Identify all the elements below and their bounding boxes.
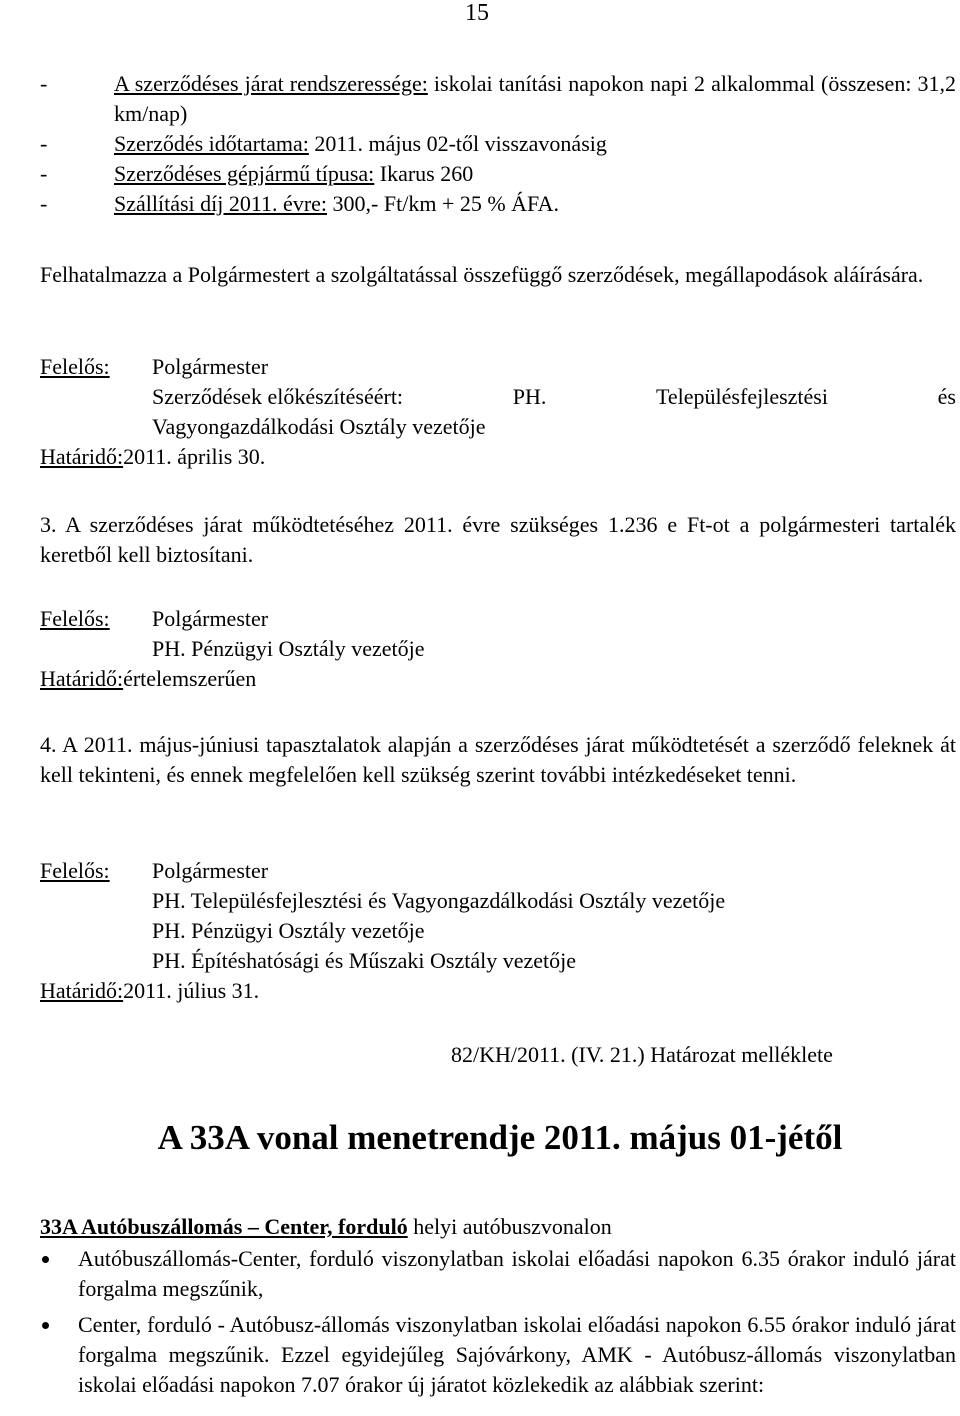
list-item xyxy=(40,1244,956,1304)
list-item-label: Szerződés időtartama: xyxy=(114,131,309,156)
point-3-paragraph: 3. A szerződéses járat működtetéséhez 2011. évre szükséges 1.236 e Ft-ot a polgármesteri tartalék keretből kell biztosítani. xyxy=(40,512,956,567)
deadline-row xyxy=(40,976,956,1006)
route-heading xyxy=(40,1212,612,1242)
responsibility-block-2 xyxy=(40,604,956,694)
list-item xyxy=(40,189,956,219)
list-item-label: Szerződéses gépjármű típusa: xyxy=(114,161,375,186)
route-heading-bold: 33A Autóbuszállomás – Center, forduló xyxy=(40,1214,408,1239)
contract-details-list xyxy=(40,69,956,219)
route-changes-list xyxy=(40,1244,956,1406)
deadline-label: Határidő: xyxy=(40,978,124,1003)
list-item-value: 2011. május 02-től visszavonásig xyxy=(308,131,607,156)
responsible-line: PH. Településfejlesztési és Vagyongazdálkodási Osztály vezetője xyxy=(152,888,726,913)
list-item xyxy=(40,129,956,159)
deadline-value: 2011. április 30. xyxy=(123,444,266,469)
page-number: 15 xyxy=(465,0,489,26)
responsibility-block-3 xyxy=(40,856,956,1006)
deadline-row xyxy=(40,664,956,694)
deadline-value: értelemszerűen xyxy=(123,666,257,691)
authorization-paragraph: Felhatalmazza a Polgármestert a szolgáltatással összefüggő szerződések, megállapodások aláírására. xyxy=(40,262,924,287)
list-item-value: 300,- Ft/km + 25 % ÁFA. xyxy=(327,191,560,216)
deadline-value: 2011. július 31. xyxy=(123,978,260,1003)
bullet-icon xyxy=(42,1256,49,1263)
responsibility-block-1 xyxy=(40,352,956,472)
responsible-text: PH. xyxy=(512,384,547,409)
point-4-paragraph: 4. A 2011. május-júniusi tapasztalatok alapján a szerződéses járat működtetését a szerződő feleknek át kell tekinteni, és ennek megfelelően kell szükség szerint további intézkedéseket tenni. xyxy=(40,732,956,787)
responsible-line: PH. Pénzügyi Osztály vezetője xyxy=(152,636,425,661)
responsible-line: PH. Építéshatósági és Műszaki Osztály vezetője xyxy=(152,948,577,973)
responsible-text: Szerződések előkészítéséért: xyxy=(152,384,404,409)
list-item xyxy=(40,1310,956,1400)
deadline-row xyxy=(40,442,956,472)
deadline-label: Határidő: xyxy=(40,666,124,691)
route-heading-rest: helyi autóbuszvonalon xyxy=(407,1214,612,1239)
responsible-text: és xyxy=(937,384,956,409)
bullet-text: Center, forduló - Autóbusz-állomás viszonylatban iskolai előadási napokon 6.55 órakor induló járat forgalma megszűnik. Ezzel egyidejűleg Sajóvárkony, AMK - Autóbusz-állomás viszonylatban iskolai előadási napokon 7.07 órakor új járatot közlekedik az alábbiak szerint: xyxy=(78,1312,956,1397)
responsible-line: Vagyongazdálkodási Osztály vezetője xyxy=(152,414,486,439)
list-dash: - xyxy=(40,131,48,156)
annex-reference: 82/KH/2011. (IV. 21.) Határozat melléklete xyxy=(451,1042,833,1067)
responsible-value: Polgármester xyxy=(152,606,269,631)
bullet-icon xyxy=(42,1322,49,1329)
list-dash: - xyxy=(40,191,48,216)
responsible-line xyxy=(40,382,956,412)
deadline-label: Határidő: xyxy=(40,444,124,469)
list-item-value: iskolai tanítási napokon napi 2 alkalommal (összesen: 31,2 km/nap) xyxy=(114,71,957,126)
list-item xyxy=(40,69,956,129)
list-item-label: Szállítási díj 2011. évre: xyxy=(114,191,328,216)
list-item xyxy=(40,159,956,189)
responsible-text: Településfejlesztési xyxy=(656,384,828,409)
responsible-label: Felelős: xyxy=(40,858,110,883)
list-dash: - xyxy=(40,71,48,96)
timetable-heading: A 33A vonal menetrendje 2011. május 01-jétől xyxy=(157,1118,843,1157)
list-item-value: Ikarus 260 xyxy=(374,161,474,186)
bullet-text: Autóbuszállomás-Center, forduló viszonylatban iskolai előadási napokon 6.35 órakor induló járat forgalma megszűnik, xyxy=(78,1246,956,1301)
responsible-label: Felelős: xyxy=(40,606,110,631)
responsible-label: Felelős: xyxy=(40,354,110,379)
responsible-value: Polgármester xyxy=(152,354,269,379)
responsible-line: PH. Pénzügyi Osztály vezetője xyxy=(152,918,425,943)
list-dash: - xyxy=(40,161,48,186)
responsible-value: Polgármester xyxy=(152,858,269,883)
list-item-label: A szerződéses járat rendszeressége: xyxy=(114,71,428,96)
